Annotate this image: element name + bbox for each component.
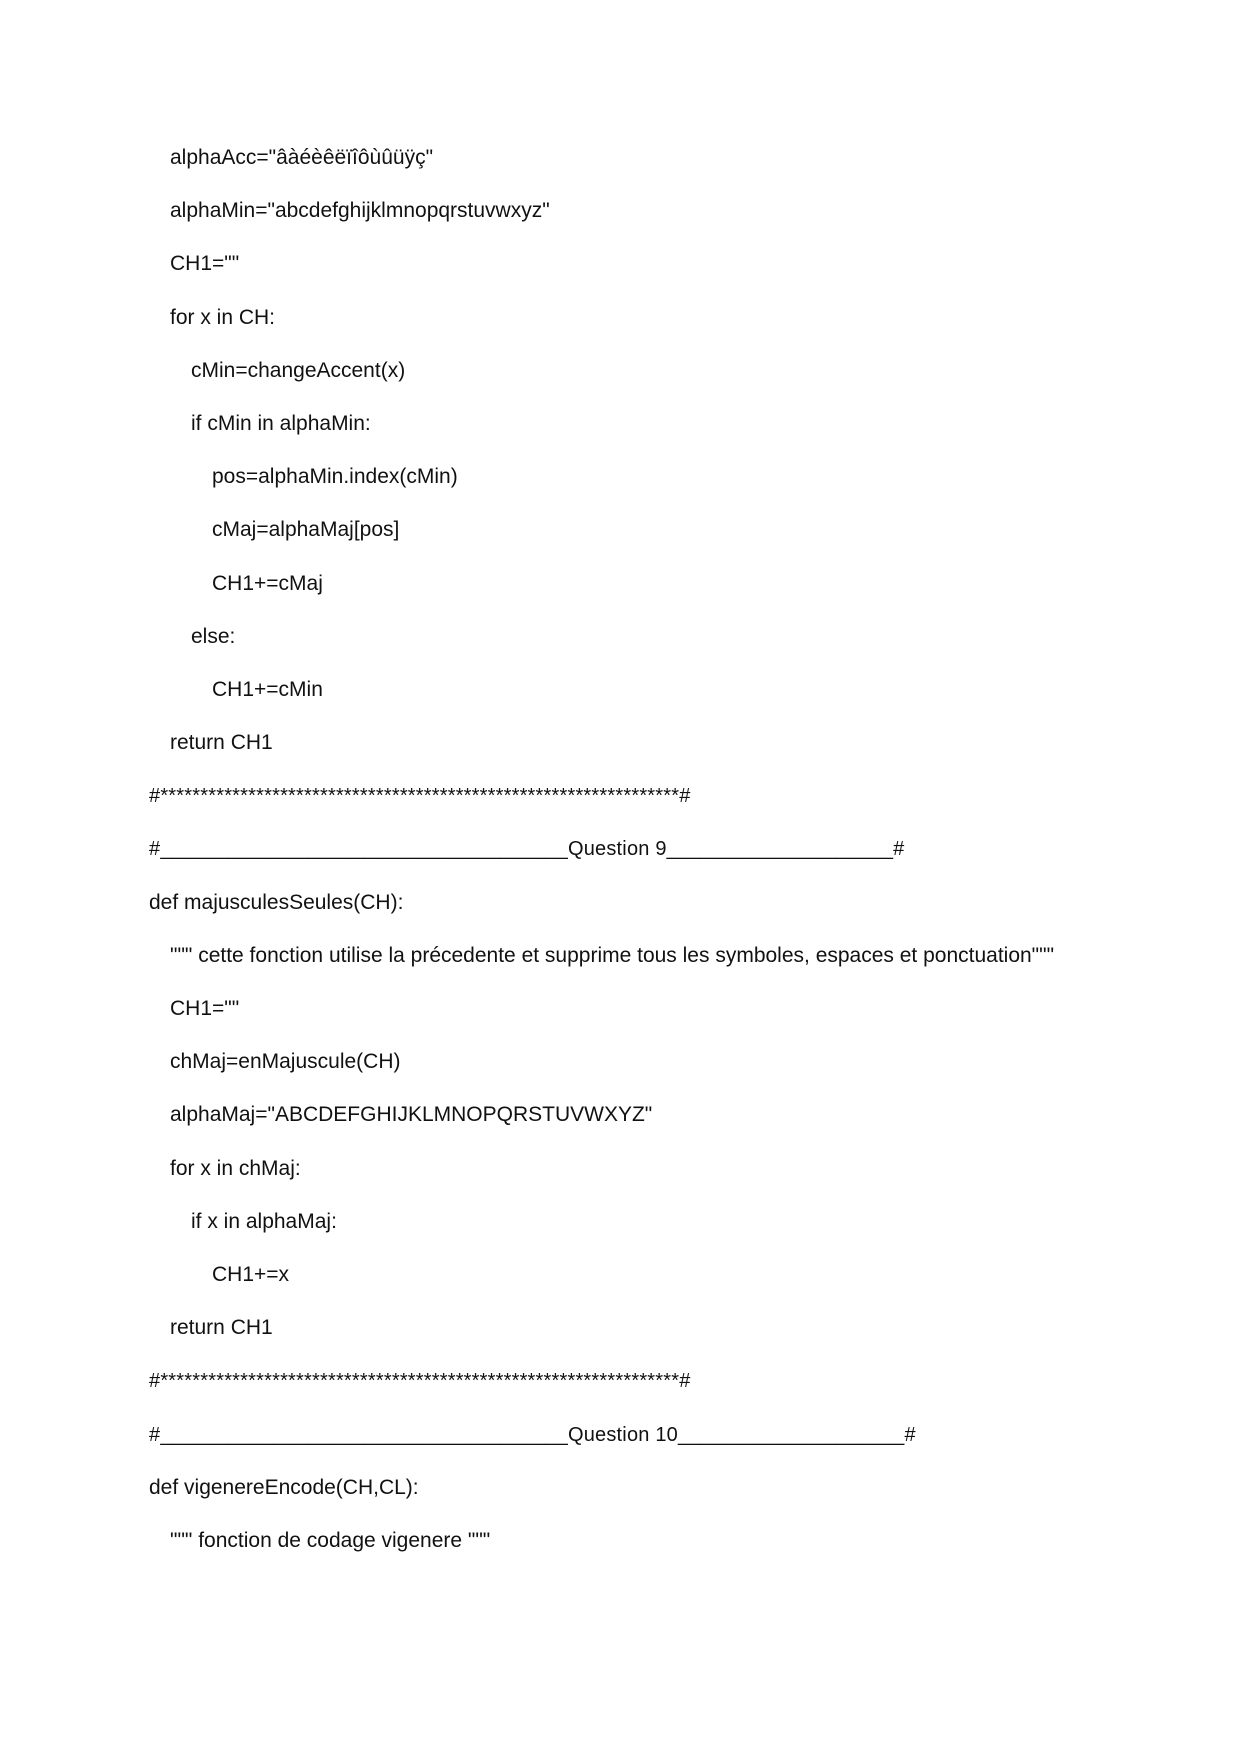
code-line: cMaj=alphaMaj[pos] [212,518,400,542]
docstring-line: """ fonction de codage vigenere """ [170,1528,491,1552]
code-line: alphaMaj="ABCDEFGHIJKLMNOPQRSTUVWXYZ" [170,1103,653,1127]
code-line: def majusculesSeules(CH): [149,890,404,914]
code-line: return CH1 [170,1316,273,1340]
separator-line: #*****************************************************************# [149,1370,691,1393]
code-line: def vigenereEncode(CH,CL): [149,1475,419,1499]
code-listing [0,140,1240,1576]
code-line: if cMin in alphaMin: [191,411,371,435]
code-line: CH1="" [170,997,240,1020]
code-line: for x in chMaj: [170,1156,301,1180]
code-line: CH1+=x [212,1262,290,1286]
question-header: #____________________________________Question 9____________________# [149,838,905,861]
question-header: #____________________________________Question 10____________________# [149,1423,916,1446]
docstring-line: """ cette fonction utilise la précedente et supprime tous les symboles, espaces et ponctuation""" [170,943,1055,967]
code-line: CH1+=cMin [212,677,323,701]
code-line: return CH1 [170,731,273,755]
code-line: CH1+=cMaj [212,571,323,595]
code-line: if x in alphaMaj: [191,1209,337,1233]
code-line: CH1="" [170,252,240,276]
code-line: cMin=changeAccent(x) [191,358,406,382]
code-line: alphaAcc="âàéèêëïîôùûüÿç" [170,146,434,169]
code-line: chMaj=enMajuscule(CH) [170,1050,401,1074]
code-line: alphaMin="abcdefghijklmnopqrstuvwxyz" [170,199,550,223]
separator-line: #*****************************************************************# [149,785,691,808]
code-line: pos=alphaMin.index(cMin) [212,465,458,489]
code-line: else: [191,624,236,648]
code-line: for x in CH: [170,305,276,329]
